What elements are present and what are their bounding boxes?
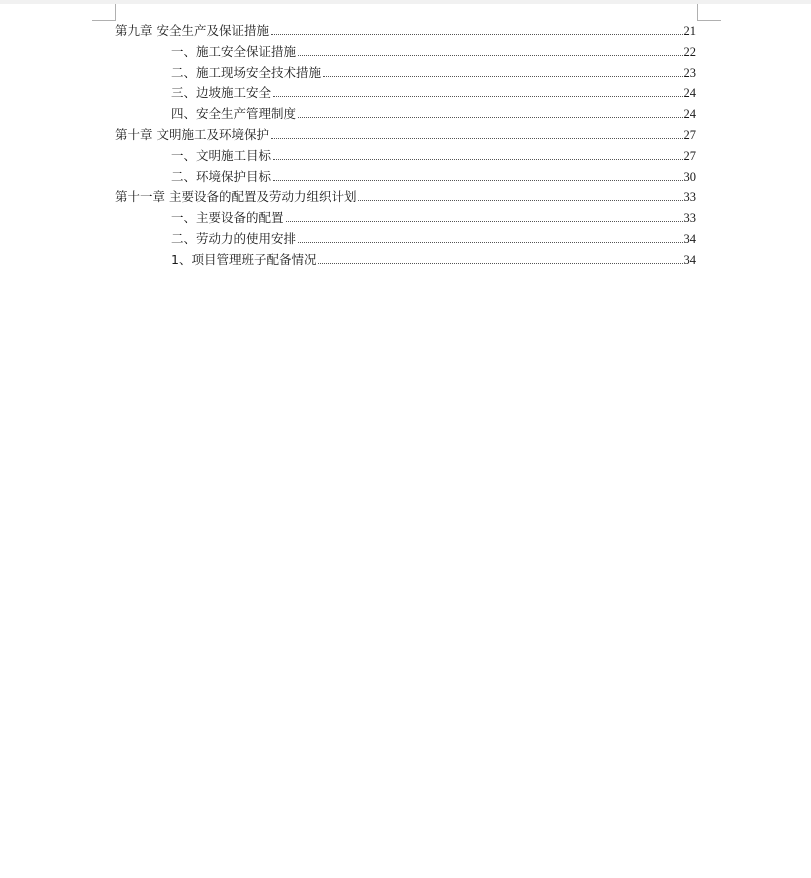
toc-dot-leader: [323, 75, 682, 77]
toc-page-number: 27: [683, 148, 696, 163]
crop-mark-right: [697, 4, 721, 21]
toc-dot-leader: [271, 137, 683, 139]
toc-entry-title: 1、项目管理班子配备情况: [171, 251, 317, 267]
toc-section-entry[interactable]: [115, 250, 696, 271]
toc-section-entry[interactable]: [115, 167, 696, 188]
toc-page-number: 23: [683, 65, 696, 80]
toc-section-entry[interactable]: [115, 104, 696, 125]
toc-dot-leader: [298, 54, 682, 56]
toc-entry-title: 二、施工现场安全技术措施: [171, 64, 322, 80]
toc-dot-leader: [273, 179, 682, 181]
table-of-contents: [115, 21, 696, 271]
toc-dot-leader: [298, 116, 682, 118]
toc-entry-title: 一、施工安全保证措施: [171, 43, 297, 59]
toc-section-entry[interactable]: [115, 146, 696, 167]
toc-page-number: 33: [683, 211, 696, 226]
toc-chapter-entry[interactable]: [115, 125, 696, 146]
toc-page-number: 34: [683, 231, 696, 246]
toc-page-number: 27: [683, 127, 696, 142]
toc-dot-leader: [273, 95, 682, 97]
toc-page-number: 21: [683, 24, 696, 38]
toc-page-number: 22: [683, 44, 696, 59]
toc-chapter-entry[interactable]: [115, 21, 696, 42]
toc-dot-leader: [358, 199, 682, 201]
page-top-edge: [0, 0, 811, 4]
crop-mark-left: [92, 4, 116, 21]
toc-page-number: 24: [683, 107, 696, 122]
toc-entry-title: 第十一章 主要设备的配置及劳动力组织计划: [115, 189, 357, 205]
toc-section-entry[interactable]: [115, 208, 696, 229]
toc-page-number: 33: [683, 190, 696, 205]
toc-entry-title: 一、主要设备的配置: [171, 210, 284, 226]
toc-page-number: 30: [683, 169, 696, 184]
toc-dot-leader: [318, 262, 682, 264]
toc-dot-leader: [273, 158, 682, 160]
toc-entry-title: 第九章 安全生产及保证措施: [115, 23, 269, 38]
toc-section-entry[interactable]: [115, 63, 696, 84]
toc-entry-title: 一、文明施工目标: [171, 147, 272, 163]
toc-dot-leader: [286, 220, 683, 222]
toc-section-entry[interactable]: [115, 83, 696, 104]
toc-chapter-entry[interactable]: [115, 187, 696, 208]
toc-section-entry[interactable]: [115, 229, 696, 250]
toc-section-entry[interactable]: [115, 42, 696, 63]
toc-page-number: 34: [683, 252, 696, 267]
toc-entry-title: 三、边坡施工安全: [171, 85, 272, 101]
toc-page-number: 24: [683, 86, 696, 101]
toc-entry-title: 二、环境保护目标: [171, 168, 272, 184]
toc-entry-title: 二、劳动力的使用安排: [171, 230, 297, 246]
toc-dot-leader: [271, 33, 683, 35]
toc-dot-leader: [298, 241, 682, 243]
toc-entry-title: 第十章 文明施工及环境保护: [115, 126, 269, 142]
toc-entry-title: 四、安全生产管理制度: [171, 106, 297, 122]
